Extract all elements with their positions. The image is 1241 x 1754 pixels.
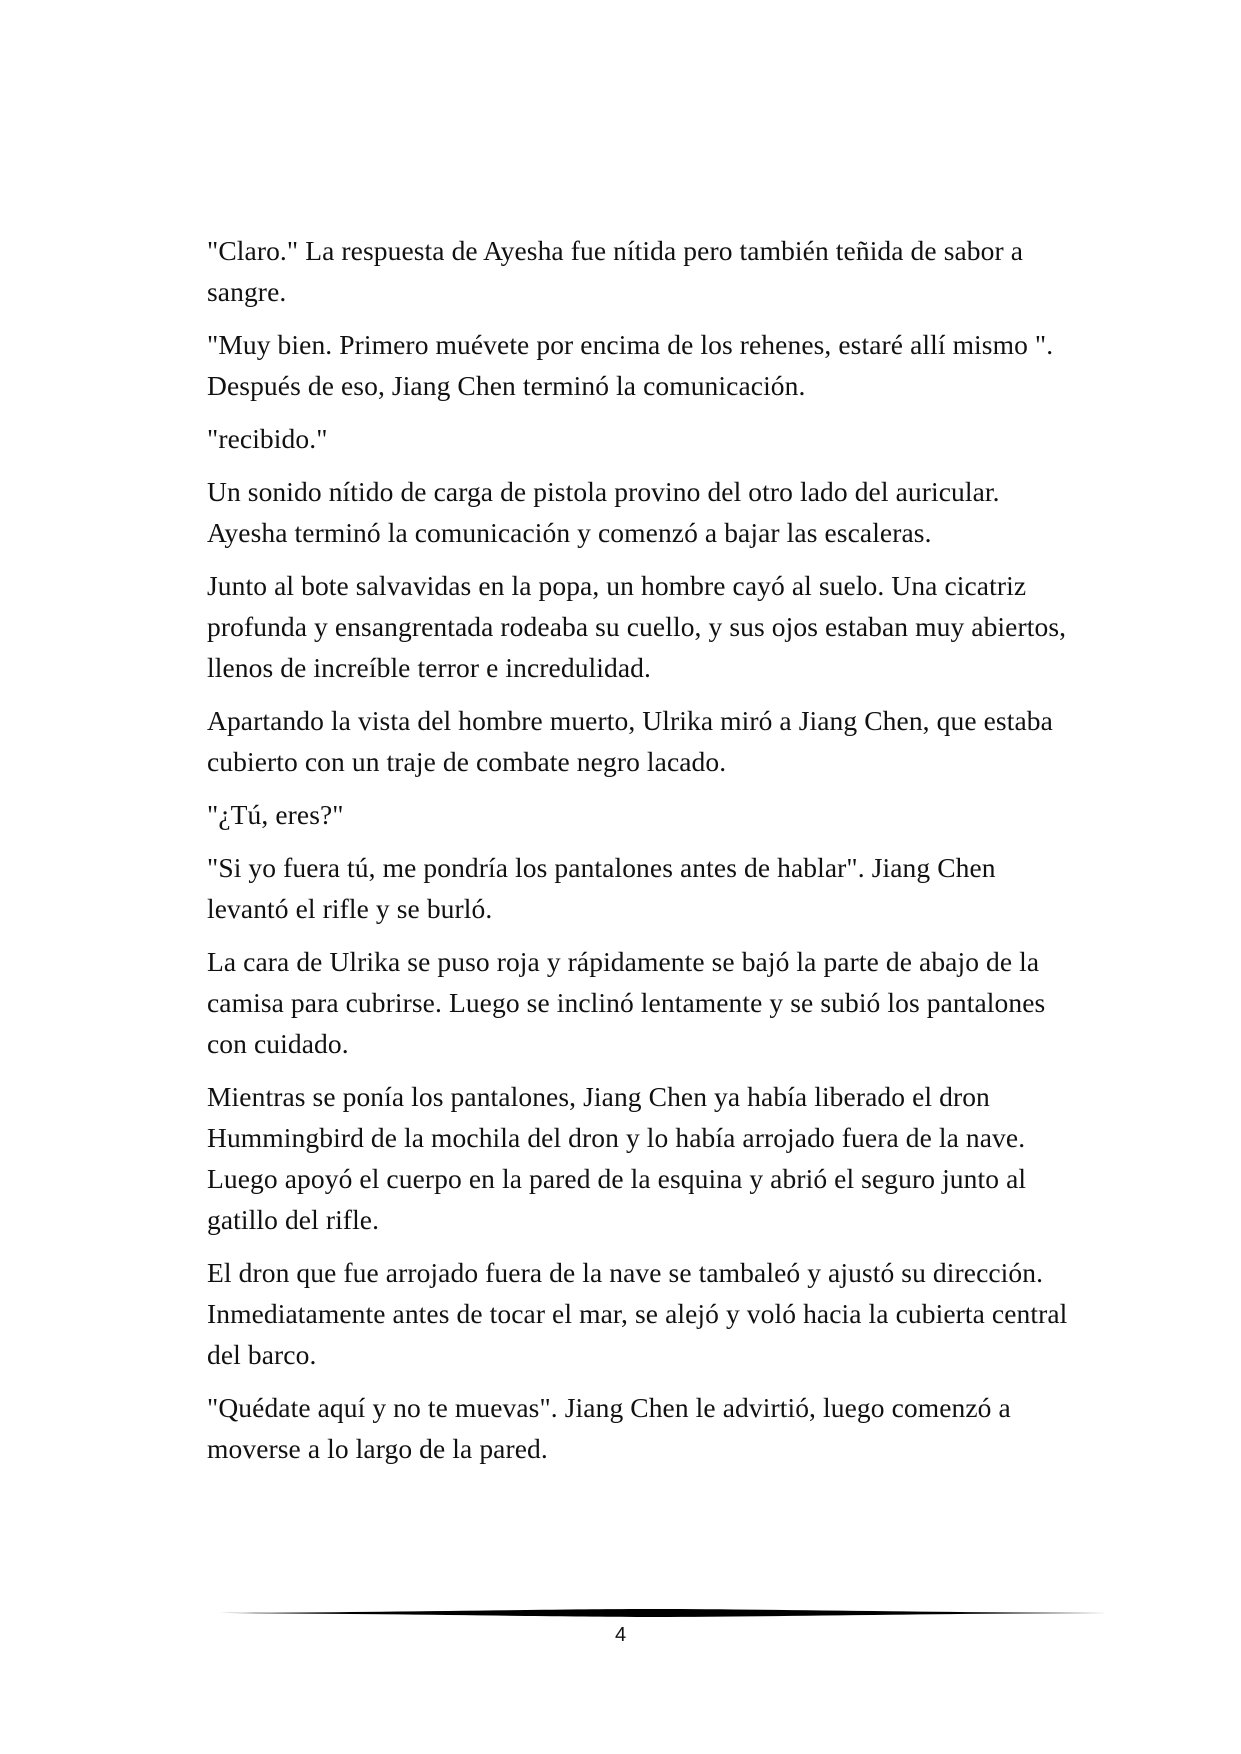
paragraph: "Quédate aquí y no te muevas". Jiang Chen le advirtió, luego comenzó a moverse a lo largo de la pared. [207,1392,1011,1464]
footer-divider [207,1606,1107,1620]
paragraph: "Claro." La respuesta de Ayesha fue nítida pero también teñida de sabor a sangre. [207,235,1024,307]
footer-divider-stroke [207,1609,1107,1617]
paragraph: "recibido." [207,423,328,454]
paragraph: "¿Tú, eres?" [207,799,344,830]
paragraph: Apartando la vista del hombre muerto, Ulrika miró a Jiang Chen, que estaba cubierto con un traje de combate negro lacado. [207,705,1053,777]
paragraph: "Si yo fuera tú, me pondría los pantalones antes de hablar". Jiang Chen levantó el rifle y se burló. [207,852,996,924]
paragraph: Junto al bote salvavidas en la popa, un hombre cayó al suelo. Una cicatriz profunda y ensangrentada rodeaba su cuello, y sus ojos estaban muy abiertos, llenos de increíble terror e incredulidad. [207,570,1067,683]
paragraph: El dron que fue arrojado fuera de la nave se tambaleó y ajustó su dirección. Inmediatamente antes de tocar el mar, se alejó y voló hacia la cubierta central del barco. [207,1257,1068,1370]
page-body [207,230,1077,1481]
paragraph: Mientras se ponía los pantalones, Jiang Chen ya había liberado el dron Hummingbird de la mochila del dron y lo había arrojado fuera de la nave. Luego apoyó el cuerpo en la pared de la esquina y abrió el seguro junto al gatillo del rifle. [207,1081,1027,1235]
page-number: 4 [614,1624,627,1646]
paragraph: "Muy bien. Primero muévete por encima de los rehenes, estaré allí mismo ". Después de eso, Jiang Chen terminó la comunicación. [207,329,1054,401]
paragraph: La cara de Ulrika se puso roja y rápidamente se bajó la parte de abajo de la camisa para cubrirse. Luego se inclinó lentamente y se subió los pantalones con cuidado. [207,946,1046,1059]
paragraph: Un sonido nítido de carga de pistola provino del otro lado del auricular. Ayesha terminó la comunicación y comenzó a bajar las escaleras. [207,476,1000,548]
